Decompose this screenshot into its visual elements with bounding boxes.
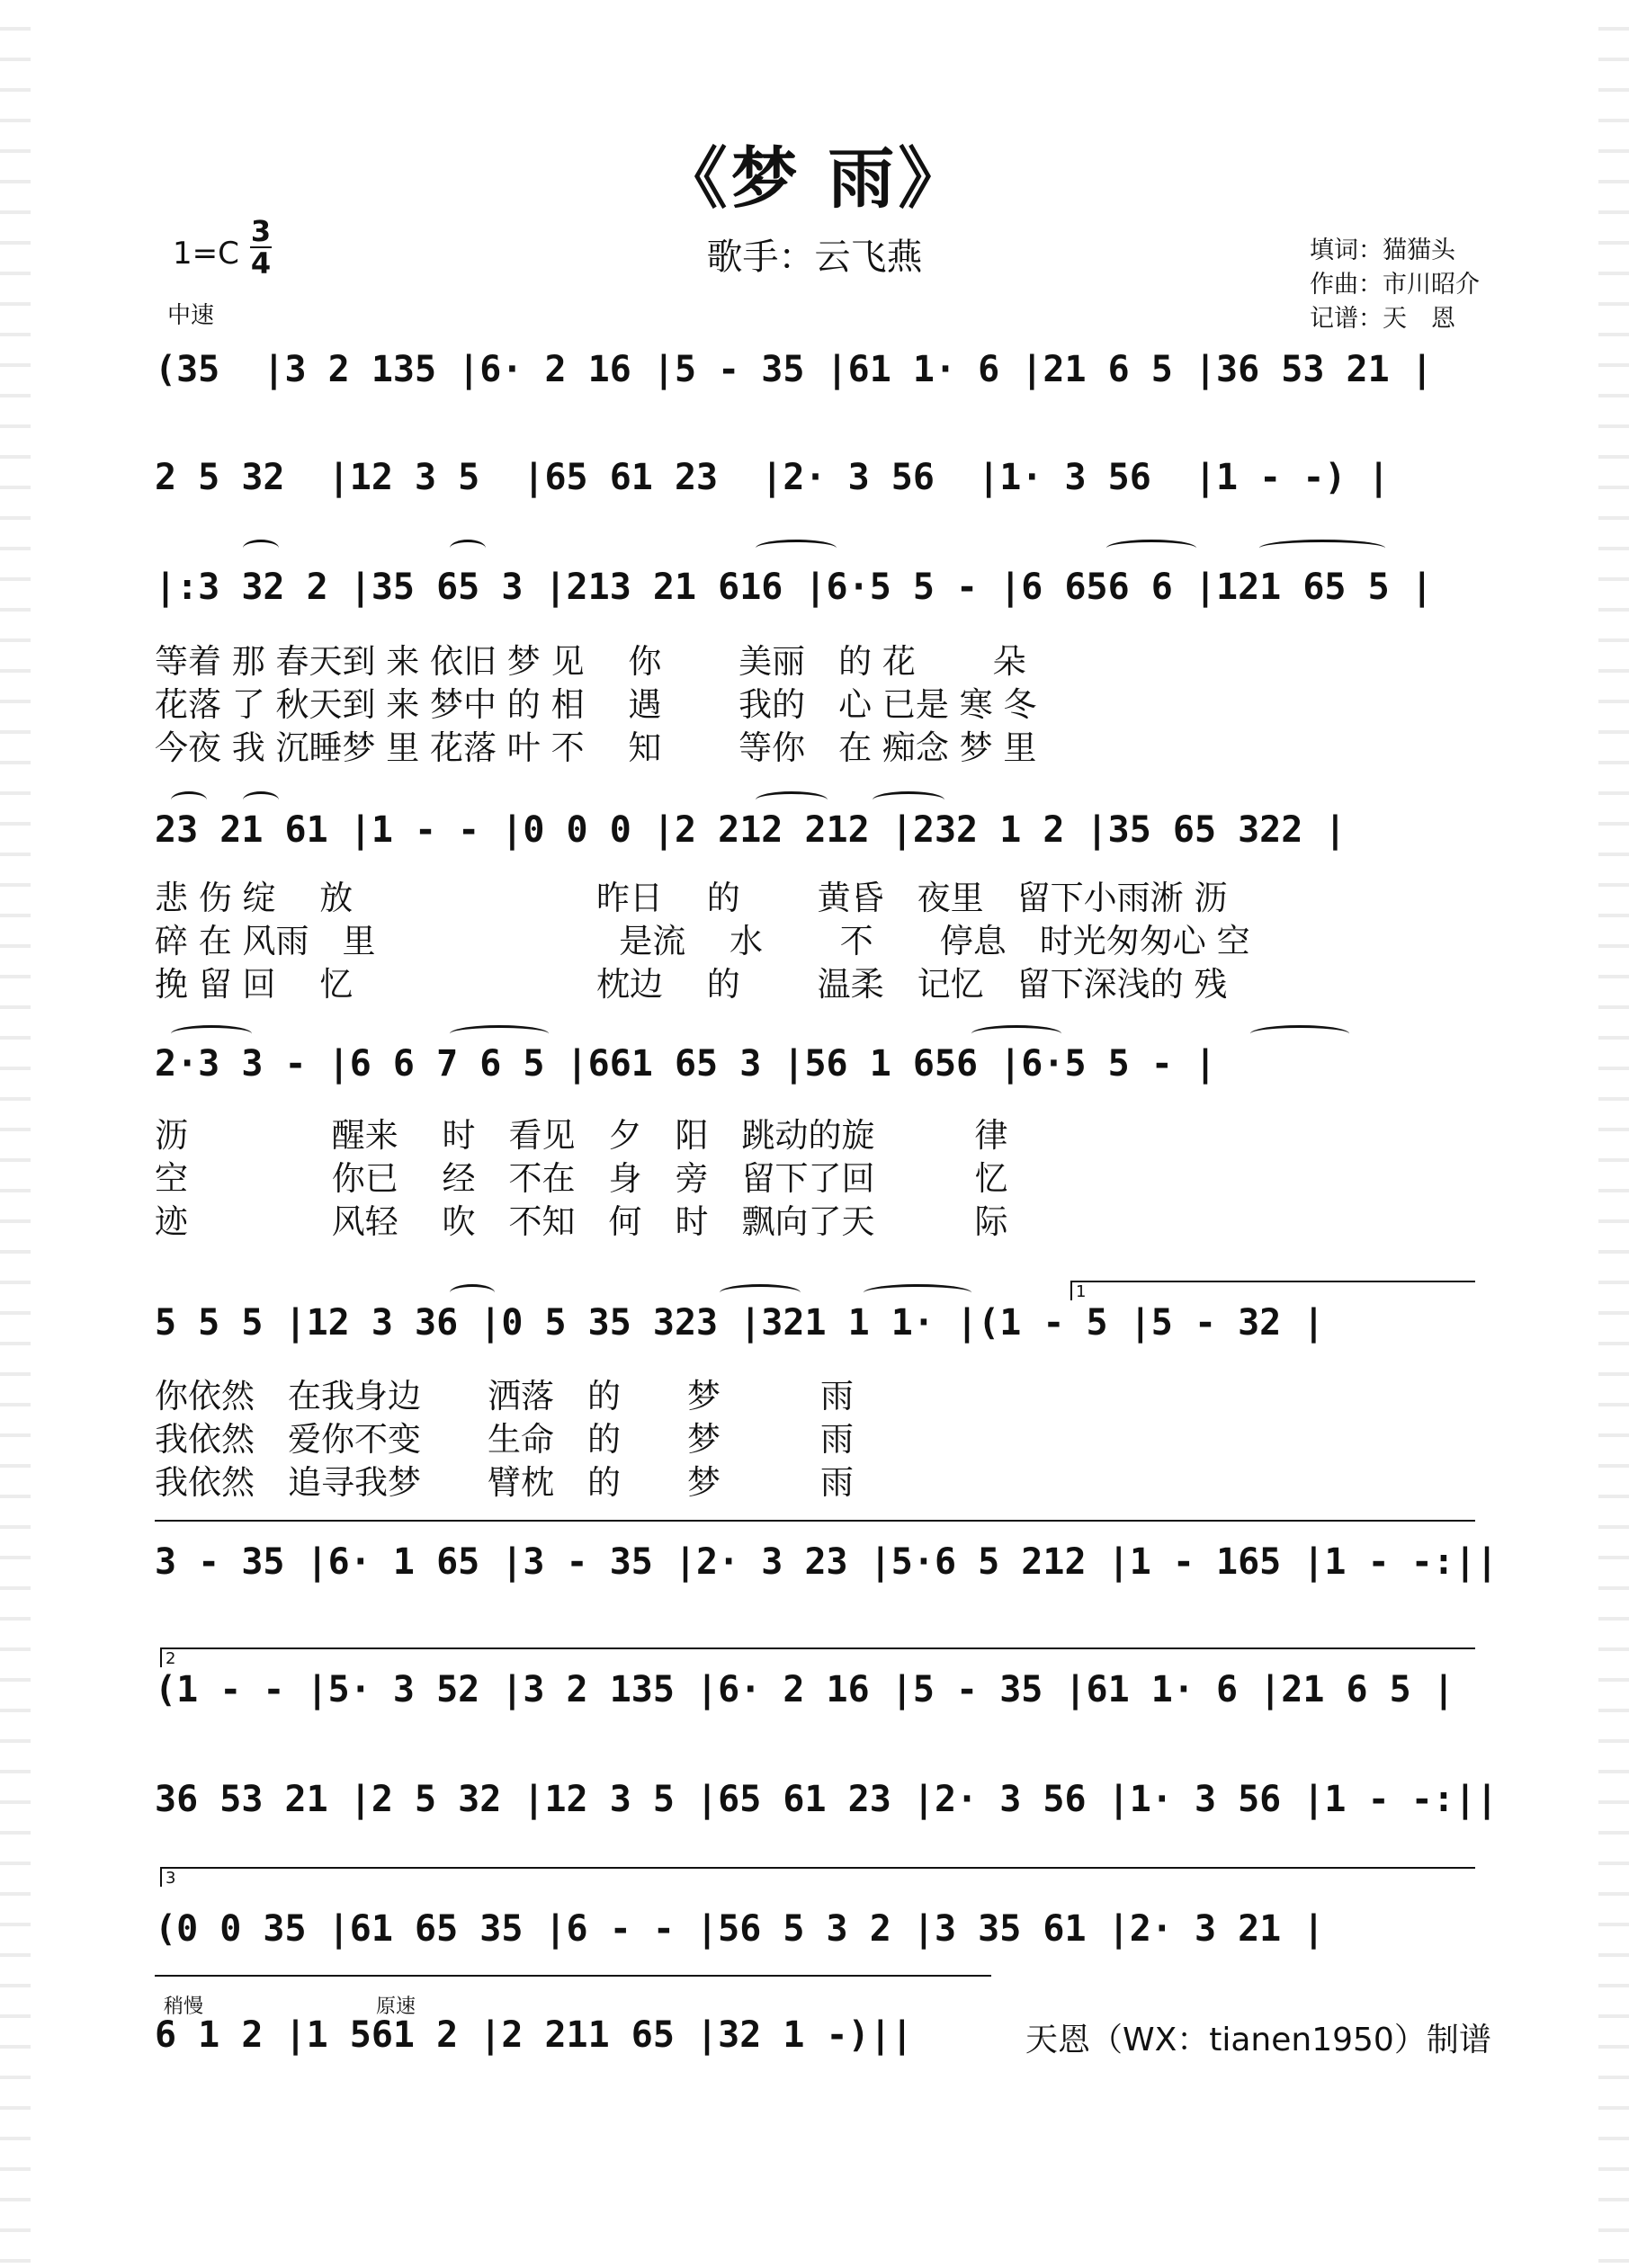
slur — [1250, 1025, 1349, 1042]
singer-line: 歌手：云飞燕 — [706, 237, 923, 278]
slur — [720, 1284, 801, 1301]
lyric-line: 沥 醒来 时 看见 夕 阳 跳动的旋 律 — [155, 1116, 1008, 1155]
slur — [450, 1284, 495, 1301]
mark-slower: 稍慢 — [164, 1996, 204, 2018]
score-row-2: 2 5 32 |12 3 5 |65 61 23 |2· 3 56 |1· 3 56 |1 - -) | — [155, 457, 1390, 498]
lyric-line: 碎 在 风雨 里 是流 水 不 停息 时光匆匆心 空 — [155, 922, 1250, 960]
score-row-4: 23 21 61 |1 - - |0 0 0 |2 212 212 |232 1 2 |35 65 322 | — [155, 809, 1347, 851]
slur — [1106, 540, 1196, 557]
right-decorative-border — [1598, 0, 1629, 2268]
lyric-line: 花落 了 秋天到 来 梦中 的 相 遇 我的 心 已是 寒 冬 — [155, 685, 1037, 724]
left-decorative-border — [0, 0, 31, 2268]
credits-block — [1310, 234, 1480, 336]
lyric-line: 今夜 我 沉睡梦 里 花落 叶 不 知 等你 在 痴念 梦 里 — [155, 728, 1037, 767]
page-title: 《梦 雨》 — [660, 140, 969, 218]
score-row-5: 2·3 3 - |6 6 7 6 5 |661 65 3 |56 1 656 |6·5 5 - | — [155, 1043, 1217, 1085]
volta-bracket-3 — [160, 1867, 1475, 1888]
coda-bracket — [155, 1975, 991, 1977]
score-row-7: 3 - 35 |6· 1 65 |3 - 35 |2· 3 23 |5·6 5 212 |1 - 165 |1 - -:|| — [155, 1541, 1499, 1583]
credit-composer: 作曲：市川昭介 — [1310, 271, 1480, 299]
score-row-8: (1 - - |5· 3 52 |3 2 135 |6· 2 16 |5 - 35 |61 1· 6 |21 6 5 | — [155, 1669, 1454, 1710]
slur — [171, 791, 207, 808]
time-signature-bottom: 4 — [250, 246, 272, 281]
score-row-3: |:3 32 2 |35 65 3 |213 21 616 |6·5 5 - |6 656 6 |121 65 5 | — [155, 567, 1433, 608]
volta-number: 3 — [166, 1869, 176, 1888]
lyric-line: 我依然 爱你不变 生命 的 梦 雨 — [155, 1420, 854, 1459]
slur — [171, 1025, 252, 1042]
lyric-line: 挽 留 回 忆 枕边 的 温柔 记忆 留下深浅的 残 — [155, 965, 1228, 1004]
volta-bracket-line — [155, 1520, 1475, 1522]
slur — [243, 791, 279, 808]
slur — [971, 1025, 1061, 1042]
volta-number: 1 — [1076, 1282, 1087, 1301]
slur — [1259, 540, 1385, 557]
score-row-1: (35 |3 2 135 |6· 2 16 |5 - 35 |61 1· 6 |21 6 5 |36 53 21 | — [155, 349, 1433, 390]
slur — [450, 540, 486, 557]
volta-bracket-1 — [1070, 1281, 1475, 1301]
time-signature-top: 3 — [250, 214, 272, 248]
volta-bracket-2 — [160, 1647, 1475, 1668]
score-row-6: 5 5 5 |12 3 36 |0 5 35 323 |321 1 1· |(1 - 5 |5 - 32 | — [155, 1302, 1325, 1344]
lyric-line: 你依然 在我身边 洒落 的 梦 雨 — [155, 1377, 854, 1415]
slur — [243, 540, 279, 557]
slur — [756, 791, 828, 808]
score-row-9: 36 53 21 |2 5 32 |12 3 5 |65 61 23 |2· 3 56 |1· 3 56 |1 - -:|| — [155, 1779, 1499, 1820]
mark-original-tempo: 原速 — [376, 1996, 416, 2018]
slur — [756, 540, 837, 557]
lyric-line: 悲 伤 绽 放 昨日 的 黄昏 夜里 留下小雨淅 沥 — [155, 879, 1228, 917]
slur — [873, 791, 944, 808]
slur — [864, 1284, 971, 1301]
lyric-line: 等着 那 春天到 来 依旧 梦 见 你 美丽 的 花 朵 — [155, 642, 1026, 681]
credit-lyricist: 填词：猫猫头 — [1310, 237, 1455, 264]
lyric-line: 我依然 追寻我梦 臂枕 的 梦 雨 — [155, 1463, 854, 1502]
tempo-marking: 中速 — [167, 302, 215, 329]
volta-number: 2 — [166, 1649, 176, 1668]
score-row-10: (0 0 35 |61 65 35 |6 - - |56 5 3 2 |3 35 61 |2· 3 21 | — [155, 1908, 1325, 1950]
score-row-11: 6 1 2 |1 561 2 |2 211 65 |32 1 -)|| — [155, 2014, 913, 2056]
lyric-line: 迹 风轻 吹 不知 何 时 飘向了天 际 — [155, 1202, 1008, 1241]
credit-transcriber: 记谱：天 恩 — [1310, 305, 1455, 333]
footer-credit: 天恩（WX：tianen1950）制谱 — [1025, 2022, 1491, 2058]
slur — [450, 1025, 549, 1042]
lyric-line: 空 你已 经 不在 身 旁 留下了回 忆 — [155, 1159, 1008, 1198]
key-signature: 1=C — [173, 236, 239, 272]
